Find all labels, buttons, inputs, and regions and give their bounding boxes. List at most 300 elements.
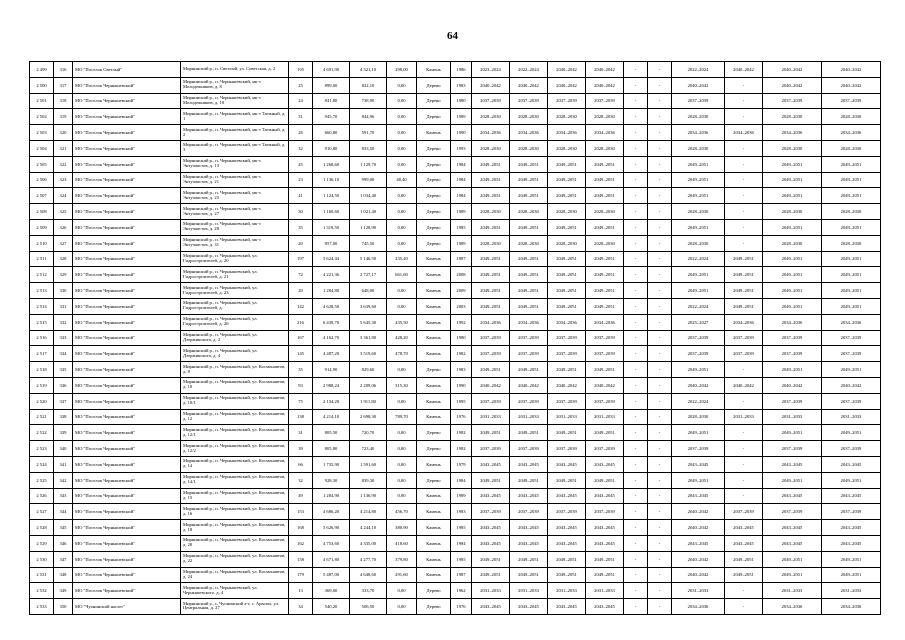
table-cell: 2037–2039 <box>548 393 586 409</box>
table-cell: - <box>725 156 763 172</box>
table-cell: 2022–2024 <box>672 62 725 78</box>
table-cell: - <box>624 377 648 393</box>
table-cell: 2040–2042 <box>763 377 822 393</box>
table-cell: 2049–2051 <box>763 425 822 441</box>
table-cell: 0,00 <box>387 235 417 251</box>
table-cell: 2031–2033 <box>763 583 822 599</box>
table-cell: - <box>624 93 648 109</box>
table-cell: 2049–2051 <box>510 551 548 567</box>
table-cell: 32 <box>289 472 313 488</box>
table-cell: МО "Поселок Чернышевский" <box>73 567 181 583</box>
table-cell: - <box>624 488 648 504</box>
table-cell: 2028–2030 <box>672 409 725 425</box>
table-cell: 1982 <box>451 425 472 441</box>
table-cell: 2049–2051 <box>822 472 881 488</box>
table-cell: 2037–2039 <box>822 441 881 457</box>
table-cell: 2043–2045 <box>763 535 822 551</box>
table-cell: 2031–2033 <box>472 583 510 599</box>
table-cell: 2049–2051 <box>822 425 881 441</box>
table-cell: 75 <box>289 393 313 409</box>
table-cell: МО "Поселок Чернышевский" <box>73 377 181 393</box>
table-cell: 2034–2036 <box>586 314 624 330</box>
table-cell: 2037–2039 <box>548 504 586 520</box>
table-cell: 24 <box>289 93 313 109</box>
table-cell: МО "Чуонинский наслег" <box>73 599 181 615</box>
table-cell: 2028–2030 <box>472 109 510 125</box>
table-cell: 2043–2045 <box>472 488 510 504</box>
table-cell: 2049–2051 <box>763 219 822 235</box>
table-cell: 4 686,20 <box>313 504 350 520</box>
table-cell: 1985 <box>451 219 472 235</box>
table-cell: 325 <box>54 204 73 220</box>
table-cell: 2049–2051 <box>822 188 881 204</box>
table-cell: 2031–2033 <box>586 409 624 425</box>
table-cell: Мирнинский р., п. Чернышевский, ул. Гидростроителей, д. 23 <box>181 283 289 299</box>
table-cell: 2049–2051 <box>672 362 725 378</box>
table-cell: 1986 <box>451 62 472 78</box>
table-cell: 2040–2042 <box>822 377 881 393</box>
table-cell: 2 209,06 <box>350 377 387 393</box>
table-cell: МО "Поселок Чернышевский" <box>73 504 181 520</box>
table-cell: 2028–2030 <box>586 204 624 220</box>
table-cell: 331 <box>54 298 73 314</box>
table-cell: Дерево <box>417 204 451 220</box>
table-cell: 2037–2039 <box>586 441 624 457</box>
table-cell: - <box>648 441 672 457</box>
table-cell: Дерево <box>417 235 451 251</box>
table-cell: 2043–2045 <box>510 488 548 504</box>
table-row <box>30 567 881 583</box>
table-cell: МО "Поселок Чернышевский" <box>73 472 181 488</box>
table-cell: 2037–2039 <box>725 346 763 362</box>
table-cell: 2037–2039 <box>548 93 586 109</box>
table-cell: МО "Поселок Чернышевский" <box>73 219 181 235</box>
table-row <box>30 109 881 125</box>
table-cell: 2043–2045 <box>586 520 624 536</box>
table-cell: 1984 <box>451 156 472 172</box>
table-cell: 822,10 <box>350 77 387 93</box>
table-cell: 1982 <box>451 346 472 362</box>
table-cell: 2049–2051 <box>725 251 763 267</box>
table-cell: 2034–2036 <box>822 314 881 330</box>
table-cell: - <box>648 156 672 172</box>
table-cell: 2028–2030 <box>822 204 881 220</box>
table-cell: 2049–2051 <box>510 219 548 235</box>
table-cell: 2049–2051 <box>472 425 510 441</box>
table-row <box>30 504 881 520</box>
table-cell: - <box>648 520 672 536</box>
table-cell: 179 <box>289 567 313 583</box>
table-cell: 2 519 <box>30 377 54 393</box>
table-cell: Мирнинский р., п. Чернышевский, ул. Космонавтов, д. 15 <box>181 488 289 504</box>
table-cell: 661,60 <box>387 267 417 283</box>
table-cell: 345 <box>54 520 73 536</box>
table-cell: 0,00 <box>387 298 417 314</box>
table-cell: - <box>624 204 648 220</box>
table-cell: 2049–2051 <box>472 172 510 188</box>
table-cell: - <box>624 504 648 520</box>
table-cell: Дерево <box>417 172 451 188</box>
table-cell: 0,00 <box>387 599 417 615</box>
table-cell: 2028–2030 <box>472 140 510 156</box>
table-cell: 1990 <box>451 125 472 141</box>
table-cell: 648,00 <box>350 283 387 299</box>
table-cell: 2040–2042 <box>725 377 763 393</box>
table-cell: 2049–2051 <box>822 362 881 378</box>
table-cell: 31 <box>289 425 313 441</box>
table-cell: 1 911,80 <box>350 393 387 409</box>
table-cell: - <box>725 93 763 109</box>
table-cell: 49 <box>289 488 313 504</box>
table-cell: 2028–2030 <box>548 140 586 156</box>
table-cell: 1 591,60 <box>350 456 387 472</box>
table-cell: Камень <box>417 377 451 393</box>
table-cell: Камень <box>417 62 451 78</box>
table-cell: 35 <box>289 362 313 378</box>
table-cell: 48,40 <box>387 172 417 188</box>
table-cell: 2034–2036 <box>763 314 822 330</box>
table-cell: 0,00 <box>387 140 417 156</box>
table-cell: 2049–2051 <box>672 472 725 488</box>
table-cell: - <box>725 219 763 235</box>
table-cell: 2037–2039 <box>548 441 586 457</box>
table-cell: 0,00 <box>387 583 417 599</box>
table-row <box>30 93 881 109</box>
table-cell: - <box>725 393 763 409</box>
table-cell: 2049–2051 <box>586 188 624 204</box>
table-cell: - <box>624 599 648 615</box>
table-cell: 789,70 <box>387 409 417 425</box>
table-cell: 1 284,80 <box>313 283 350 299</box>
table-row <box>30 188 881 204</box>
table-cell: Мирнинский р., п. Чернышевский, ул. Дзержинского, д. 4 <box>181 346 289 362</box>
table-cell: МО "Поселок Чернышевский" <box>73 314 181 330</box>
table-cell: 2028–2030 <box>510 140 548 156</box>
table-cell: - <box>624 188 648 204</box>
table-cell: 2037–2039 <box>510 393 548 409</box>
table-cell: Мирнинский у., с. Чуонинский а-г, с. Арылах, ул. Центральная, д. 27 <box>181 599 289 615</box>
table-cell: МО "Поселок Чернышевский" <box>73 188 181 204</box>
table-cell: 1983 <box>451 362 472 378</box>
table-cell: 2043–2045 <box>510 535 548 551</box>
table-cell: 2028–2030 <box>763 109 822 125</box>
table-cell: 2049–2051 <box>725 283 763 299</box>
table-cell: 4 321,10 <box>350 62 387 78</box>
table-cell: 2049–2051 <box>510 172 548 188</box>
table-cell: 2028–2030 <box>510 109 548 125</box>
table-cell: 2040–2042 <box>672 377 725 393</box>
table-cell: 30 <box>289 204 313 220</box>
table-cell: - <box>648 188 672 204</box>
table-cell: 2022–2024 <box>672 393 725 409</box>
table-cell: - <box>624 441 648 457</box>
table-cell: 0,00 <box>387 456 417 472</box>
table-cell: 2 513 <box>30 283 54 299</box>
table-cell: - <box>648 219 672 235</box>
table-cell: 1987 <box>451 251 472 267</box>
table-cell: МО "Поселок Чернышевский" <box>73 362 181 378</box>
table-cell: 3 361,80 <box>350 330 387 346</box>
table-cell: 2031–2033 <box>548 583 586 599</box>
table-cell: 2049–2051 <box>472 551 510 567</box>
table-cell: 2049–2051 <box>548 188 586 204</box>
table-cell: Дерево <box>417 219 451 235</box>
table-cell: 2 502 <box>30 109 54 125</box>
table-cell: 2040–2042 <box>548 62 586 78</box>
table-cell: 2031–2033 <box>822 409 881 425</box>
table-cell: 0,00 <box>387 156 417 172</box>
table-cell: 2043–2045 <box>472 456 510 472</box>
table-cell: 1 128,90 <box>350 219 387 235</box>
table-cell: 93 <box>289 377 313 393</box>
table-cell: 1 124,50 <box>313 188 350 204</box>
table-cell: 2037–2039 <box>672 441 725 457</box>
table-cell: 945,70 <box>313 109 350 125</box>
table-cell: МО "Поселок Чернышевский" <box>73 441 181 457</box>
table-cell: Камень <box>417 488 451 504</box>
table-cell: - <box>624 62 648 78</box>
table-cell: 2034–2036 <box>586 125 624 141</box>
table-cell: 2049–2051 <box>725 267 763 283</box>
table-cell: 2037–2039 <box>763 93 822 109</box>
table-cell: 2049–2051 <box>548 267 586 283</box>
table-cell: 2031–2033 <box>725 409 763 425</box>
table-row <box>30 583 881 599</box>
table-cell: 2049–2051 <box>510 567 548 583</box>
table-cell: 910,80 <box>313 140 350 156</box>
table-cell: 2049–2051 <box>472 267 510 283</box>
table-cell: Мирнинский р., п. Чернышевский, ул. Гидростроителей, д. 21 <box>181 267 289 283</box>
table-cell: - <box>624 362 648 378</box>
table-cell: - <box>648 109 672 125</box>
table-cell: 197 <box>289 251 313 267</box>
table-cell: 2037–2039 <box>822 393 881 409</box>
table-cell: 380,90 <box>387 520 417 536</box>
table-cell: Мирнинский р., п. Чернышевский, ул. Гидростроителей, д. <box>181 298 289 314</box>
table-cell: Мирнинский р., п. Чернышевский, ул. Космонавтов, д. 10/1 <box>181 393 289 409</box>
table-cell: 2037–2039 <box>586 346 624 362</box>
table-row <box>30 551 881 567</box>
table-cell: 2034–2036 <box>510 314 548 330</box>
table-cell: - <box>648 393 672 409</box>
table-cell: 2049–2051 <box>472 567 510 583</box>
table-cell: 2049–2051 <box>586 298 624 314</box>
table-cell: 328 <box>54 251 73 267</box>
table-row <box>30 346 881 362</box>
table-cell: 2049–2051 <box>672 267 725 283</box>
table-cell: 4 277,70 <box>350 551 387 567</box>
table-cell: 2049–2051 <box>725 551 763 567</box>
table-cell: 2040–2042 <box>763 77 822 93</box>
table-cell: 2049–2051 <box>822 251 881 267</box>
table-cell: 2040–2042 <box>548 77 586 93</box>
table-cell: МО "Поселок Чернышевский" <box>73 425 181 441</box>
table-cell: 2049–2051 <box>472 472 510 488</box>
table-cell: 34 <box>289 599 313 615</box>
table-cell: 0,00 <box>387 393 417 409</box>
table-cell: 2 525 <box>30 472 54 488</box>
table-cell: Мирнинский р., п. Чернышевский, ул. Космонавтов, д. 12/2 <box>181 441 289 457</box>
table-row <box>30 77 881 93</box>
table-cell: - <box>648 551 672 567</box>
table-cell: 4 221,36 <box>313 267 350 283</box>
table-cell: 4 162,70 <box>313 330 350 346</box>
table-cell: 2049–2051 <box>548 362 586 378</box>
table-cell: 168 <box>289 520 313 536</box>
table-cell: 2003 <box>451 298 472 314</box>
table-cell: - <box>624 567 648 583</box>
table-cell: 2043–2045 <box>472 520 510 536</box>
table-cell: - <box>624 172 648 188</box>
table-cell: 5 626,90 <box>313 520 350 536</box>
table-cell: 2037–2039 <box>672 93 725 109</box>
table-cell: 326 <box>54 219 73 235</box>
table-cell: Дерево <box>417 93 451 109</box>
table-cell: Камень <box>417 330 451 346</box>
table-cell: 2049–2051 <box>586 551 624 567</box>
table-cell: 329 <box>54 267 73 283</box>
table-cell: 4 244,10 <box>350 520 387 536</box>
table-row <box>30 156 881 172</box>
table-cell: 0,00 <box>387 441 417 457</box>
table-cell: 2049–2051 <box>822 172 881 188</box>
table-cell: 2 503 <box>30 125 54 141</box>
table-cell: 1983 <box>451 504 472 520</box>
table-cell: 2037–2039 <box>822 346 881 362</box>
table-cell: 2040–2042 <box>672 567 725 583</box>
table-cell: Камень <box>417 409 451 425</box>
table-cell: 379,80 <box>387 551 417 567</box>
table-cell: 1 735,90 <box>313 456 350 472</box>
table-cell: Мирнинский р., п. Чернышевский, ул. Космонавтов, д. 18 <box>181 520 289 536</box>
table-cell: 2049–2051 <box>510 472 548 488</box>
table-cell: Мирнинский р., п. Чернышевский, ул. Космонавтов, д. 14 <box>181 456 289 472</box>
table-cell: - <box>648 314 672 330</box>
table-cell: 2049–2051 <box>822 267 881 283</box>
table-cell: 2049–2051 <box>672 188 725 204</box>
table-cell: 2049–2051 <box>763 172 822 188</box>
table-cell: 2040–2042 <box>672 520 725 536</box>
table-cell: 844,96 <box>350 109 387 125</box>
table-cell: 3 519,60 <box>350 346 387 362</box>
table-cell: Мирнинский р., п. Чернышевский, ул. Чернышевского, д. 4 <box>181 583 289 599</box>
table-cell: 2037–2039 <box>763 504 822 520</box>
table-cell: 2037–2039 <box>548 330 586 346</box>
table-cell: - <box>725 172 763 188</box>
table-cell: Камень <box>417 504 451 520</box>
table-cell: 2025–2027 <box>672 314 725 330</box>
table-cell: 317 <box>54 77 73 93</box>
table-cell: Мирнинский р., п. Светлый, ул. Советская, д. 2 <box>181 62 289 78</box>
table-cell: 162 <box>289 535 313 551</box>
table-cell: 0,00 <box>387 93 417 109</box>
table-cell: 2040–2042 <box>510 77 548 93</box>
table-cell: 4 335,00 <box>350 535 387 551</box>
table-cell: 2049–2051 <box>725 298 763 314</box>
table-cell: 914,90 <box>313 362 350 378</box>
table-row <box>30 283 881 299</box>
table-cell: Дерево <box>417 362 451 378</box>
table-cell: 4 691,90 <box>313 62 350 78</box>
table-cell: 1 136,10 <box>313 172 350 188</box>
table-cell: Мирнинский р., п. Чернышевский, мк-з Молодежников, д. 10 <box>181 93 289 109</box>
table-cell: 4 214,10 <box>313 409 350 425</box>
table-cell: - <box>624 156 648 172</box>
table-cell: 2 510 <box>30 235 54 251</box>
table-cell: 4 628,50 <box>313 298 350 314</box>
table-row <box>30 140 881 156</box>
table-cell: Камень <box>417 393 451 409</box>
table-cell: 35 <box>289 219 313 235</box>
table-cell: 2028–2030 <box>586 235 624 251</box>
table-cell: 2 506 <box>30 172 54 188</box>
table-cell: - <box>624 109 648 125</box>
table-row <box>30 251 881 267</box>
table-row <box>30 535 881 551</box>
table-cell: 2 988,24 <box>313 377 350 393</box>
table-cell: 2049–2051 <box>548 156 586 172</box>
table-cell: 2028–2030 <box>510 235 548 251</box>
table-cell: 298,00 <box>387 62 417 78</box>
table-cell: Мирнинский р., п. Чернышевский, ул. Космонавтов, д. 8 <box>181 362 289 378</box>
table-cell: МО "Поселок Чернышевский" <box>73 456 181 472</box>
table-cell: 5 645,30 <box>350 314 387 330</box>
table-cell: 2037–2039 <box>510 330 548 346</box>
table-cell: 0,00 <box>387 109 417 125</box>
table-cell: 2037–2039 <box>510 504 548 520</box>
table-cell: 324 <box>54 188 73 204</box>
table-cell: 2040–2042 <box>472 77 510 93</box>
table-cell: 167 <box>289 330 313 346</box>
table-cell: 347 <box>54 551 73 567</box>
table-cell: Дерево <box>417 140 451 156</box>
table-row <box>30 393 881 409</box>
table-cell: 2040–2042 <box>672 77 725 93</box>
table-cell: - <box>648 125 672 141</box>
table-cell: Дерево <box>417 188 451 204</box>
table-cell: 1985 <box>451 520 472 536</box>
table-cell: 350 <box>54 599 73 615</box>
table-cell: 2043–2045 <box>510 520 548 536</box>
table-cell: - <box>725 425 763 441</box>
table-cell: Дерево <box>417 109 451 125</box>
table-cell: 2040–2042 <box>725 62 763 78</box>
table-cell: 2034–2036 <box>725 314 763 330</box>
table-cell: 2028–2030 <box>472 204 510 220</box>
table-cell: 1993 <box>451 140 472 156</box>
table-cell: 2031–2033 <box>763 409 822 425</box>
table-row <box>30 62 881 78</box>
table-cell: 153 <box>289 504 313 520</box>
table-cell: 2 509 <box>30 219 54 235</box>
table-cell: 2 518 <box>30 362 54 378</box>
table-cell: МО "Поселок Чернышевский" <box>73 93 181 109</box>
table-cell: 2049–2051 <box>472 283 510 299</box>
table-cell: 2028–2030 <box>672 235 725 251</box>
table-cell: 2040–2042 <box>586 377 624 393</box>
table-cell: 2028–2030 <box>763 140 822 156</box>
table-cell: 2049–2051 <box>472 251 510 267</box>
table-cell: Мирнинский р., п. Чернышевский, мк-з Энтузиастов, д. 25 <box>181 188 289 204</box>
table-cell: 2 512 <box>30 267 54 283</box>
table-cell: 2 514 <box>30 298 54 314</box>
table-cell: Мирнинский р., п. Чернышевский, ул. Космонавтов, д. 12 <box>181 409 289 425</box>
table-cell: - <box>648 377 672 393</box>
table-cell: 3 639,60 <box>350 298 387 314</box>
table-cell: 2049–2051 <box>510 283 548 299</box>
table-cell: 142 <box>289 298 313 314</box>
table-cell: 805,50 <box>313 425 350 441</box>
